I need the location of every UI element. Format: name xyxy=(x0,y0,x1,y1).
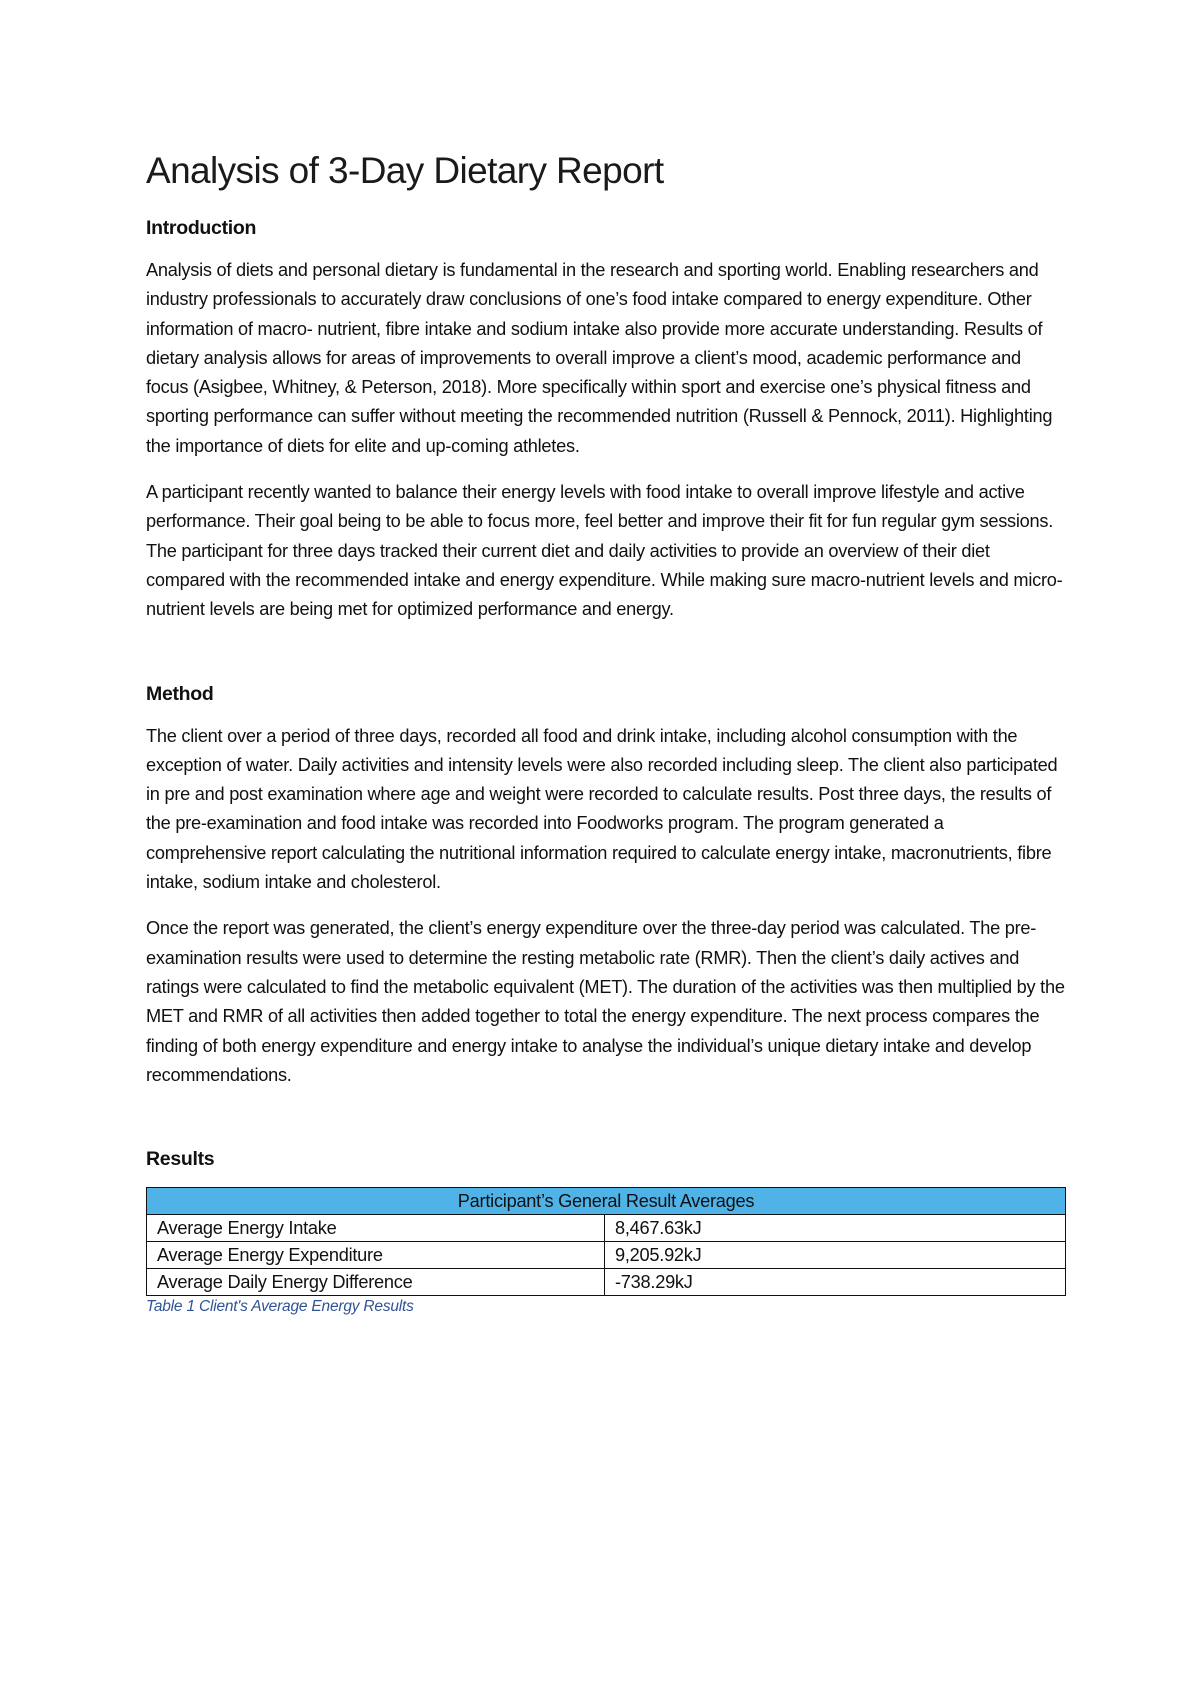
introduction-heading: Introduction xyxy=(146,217,257,239)
table-cell-label: Average Energy Intake xyxy=(147,1215,605,1242)
introduction-paragraph-2: A participant recently wanted to balance their energy levels with food intake to overall improve lifestyle and active performance. Their goal being to be able to focus more, feel better and improve their fit for fun regular gym sessions. The participant for three days tracked their current diet and daily activities to provide an overview of their diet compared with the recommended intake and energy expenditure. While making sure macro-nutrient levels and micro-nutrient levels are being met for optimized performance and energy. xyxy=(146,482,1063,620)
table-header-row xyxy=(147,1188,1066,1215)
results-table xyxy=(146,1187,1066,1296)
document-page xyxy=(146,148,1066,1316)
table-cell-value: 8,467.63kJ xyxy=(605,1215,1066,1242)
table-cell-label: Average Daily Energy Difference xyxy=(147,1269,605,1296)
table-cell-value: -738.29kJ xyxy=(605,1269,1066,1296)
table-row xyxy=(147,1269,1066,1296)
document-title: Analysis of 3-Day Dietary Report xyxy=(146,150,664,191)
method-paragraph-2: Once the report was generated, the client’s energy expenditure over the three-day period was calculated. The pre-examination results were used to determine the resting metabolic rate (RMR). Then the client’s daily actives and ratings were calculated to find the metabolic equivalent (MET). The duration of the activities was then multiplied by the MET and RMR of all activities then added together to total the energy expenditure. The next process compares the finding of both energy expenditure and energy intake to analyse the individual’s unique dietary intake and develop recommendations. xyxy=(146,918,1065,1085)
section-spacer xyxy=(146,1107,1066,1145)
table-caption: Table 1 Client's Average Energy Results xyxy=(146,1298,414,1316)
table-header-cell: Participant’s General Result Averages xyxy=(147,1188,1066,1215)
results-heading: Results xyxy=(146,1148,215,1171)
table-cell-label: Average Energy Expenditure xyxy=(147,1242,605,1269)
method-paragraph-1: The client over a period of three days, recorded all food and drink intake, including alcohol consumption with the exception of water. Daily activities and intensity levels were also recorded including sleep. The client also participated in pre and post examination where age and weight were recorded to calculate results. Post three days, the results of the pre-examination and food intake was recorded into Foodworks program. The program generated a comprehensive report calculating the nutritional information required to calculate energy intake, macronutrients, fibre intake, sodium intake and cholesterol. xyxy=(146,725,1058,893)
table-row xyxy=(147,1242,1066,1269)
table-row xyxy=(147,1215,1066,1242)
section-spacer xyxy=(146,642,1066,680)
method-heading: Method xyxy=(146,682,214,705)
introduction-paragraph-1: Analysis of diets and personal dietary is fundamental in the research and sporting world. Enabling researchers and industry professionals to accurately draw conclusions of one’s food intake compared to energy expenditure. Other information of macro- nutrient, fibre intake and sodium intake also provide more accurate understanding. Results of dietary analysis allows for areas of improvements to overall improve a client’s mood, academic performance and focus (Asigbee, Whitney, & Peterson, 2018). More specifically within sport and exercise one’s physical fitness and sporting performance can suffer without meeting the recommended nutrition (Russell & Pennock, 2011). Highlighting the importance of diets for elite and up-coming athletes. xyxy=(146,260,1053,456)
table-cell-value: 9,205.92kJ xyxy=(605,1242,1066,1269)
